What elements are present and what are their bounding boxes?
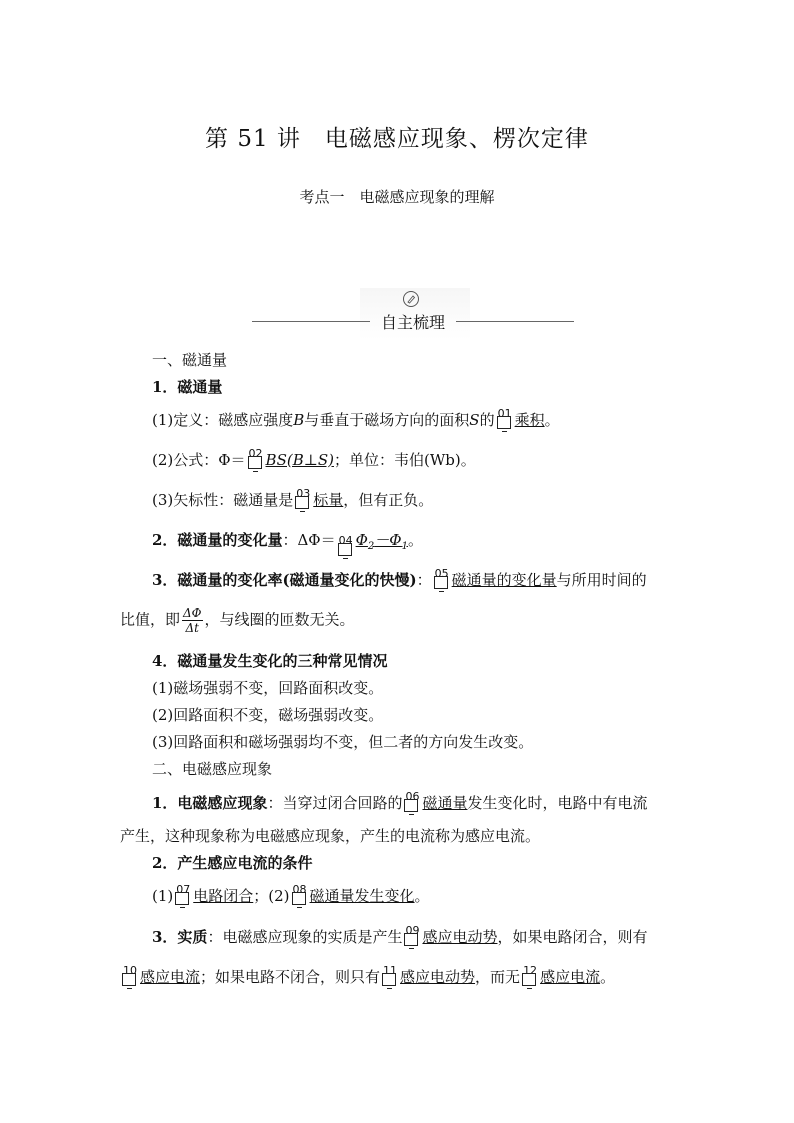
case-2: (2)回路面积不变，磁场强弱改变。 (152, 706, 384, 724)
item-heading: 3．实质 (152, 928, 208, 946)
answer-10: 感应电流 (140, 968, 201, 986)
text: ；单位：韦伯(Wb)。 (333, 451, 476, 469)
blank-number: 08 (292, 883, 307, 896)
blank-number: 10 (123, 964, 137, 977)
blank-number: 07 (176, 883, 191, 896)
answer-09: 感应电动势 (422, 928, 498, 946)
topic-subtitle: 考点一 电磁感应现象的理解 (299, 188, 495, 206)
text: 发生变化时，电路中有电流 (467, 794, 648, 812)
text: 。 (544, 411, 560, 429)
fraction-numerator: ΔΦ (183, 606, 202, 620)
text: ，而无 (475, 968, 521, 986)
definition-line (152, 407, 560, 430)
answer-11: 感应电动势 (400, 968, 476, 986)
vector-line (152, 487, 434, 510)
text: ，但有正负。 (343, 491, 434, 509)
essence-line (152, 924, 648, 947)
blank-number: 12 (523, 964, 538, 977)
cases-heading: 4．磁通量发生变化的三种常见情况 (152, 652, 388, 670)
item-heading-flux: 1．磁通量 (152, 378, 223, 396)
flux-change-line (152, 530, 423, 557)
subscript: 2 (367, 541, 375, 552)
answer-08: 磁通量发生变化 (309, 887, 415, 905)
text: ：电磁感应现象的实质是产生 (207, 928, 403, 946)
blank-number: 11 (383, 964, 398, 977)
phenomenon-line-2: 产生，这种现象称为电磁感应现象，产生的电流称为感应电流。 (120, 827, 541, 845)
text: －Φ (374, 531, 402, 549)
pen-circle-icon (402, 290, 420, 308)
answer-04 (355, 531, 408, 552)
text: ：当穿过闭合回路的 (267, 794, 403, 812)
text: 。 (407, 531, 423, 549)
text: ；如果电路不闭合，则只有 (200, 968, 381, 986)
fraction (182, 606, 203, 635)
blank-number: 05 (434, 567, 449, 580)
blank-marker-04 (337, 534, 355, 557)
section-heading-flux: 一、磁通量 (152, 351, 228, 369)
blank-marker-08 (291, 883, 309, 906)
blank-number: 01 (497, 407, 512, 420)
blank-number: 06 (405, 790, 420, 803)
blank-marker-01 (496, 407, 514, 430)
answer-02: BS(B⊥S) (265, 451, 334, 469)
case-1: (1)磁场强弱不变，回路面积改变。 (152, 679, 384, 697)
var-b: B (293, 411, 305, 429)
fraction-denominator: Δt (185, 621, 200, 635)
blank-number: 02 (248, 447, 263, 460)
text: (2)公式：Φ＝ (152, 451, 246, 469)
text: ；(2) (253, 887, 290, 905)
blank-marker-12 (521, 964, 539, 987)
text: 的 (479, 411, 495, 429)
phenomenon-line (152, 790, 648, 813)
conditions-heading: 2．产生感应电流的条件 (152, 854, 313, 872)
subscript: 1 (401, 541, 408, 552)
item-heading: 3．磁通量的变化率(磁通量变化的快慢) (152, 571, 417, 589)
blank-number: 04 (338, 534, 353, 547)
essence-line-2 (120, 964, 616, 987)
section-banner (252, 288, 574, 340)
blank-number: 09 (405, 924, 420, 937)
banner-rule-right (456, 321, 574, 322)
text: (1) (152, 887, 174, 905)
var-s: S (469, 411, 480, 429)
text: ，如果电路闭合，则有 (497, 928, 648, 946)
answer-05: 磁通量的变化量 (451, 571, 557, 589)
text: Φ (355, 531, 368, 549)
text: 与所用时间的 (556, 571, 647, 589)
item-heading: 2．磁通量的变化量 (152, 531, 283, 549)
conditions-line (152, 883, 430, 906)
flux-rate-line-2 (120, 606, 355, 635)
banner-label: 自主梳理 (380, 313, 445, 332)
text: (3)矢标性：磁通量是 (152, 491, 294, 509)
formula-line (152, 447, 476, 470)
item-heading: 1．电磁感应现象 (152, 794, 268, 812)
blank-marker-11 (381, 964, 399, 987)
blank-marker-10 (121, 964, 139, 987)
lesson-title: 第 51 讲 电磁感应现象、楞次定律 (205, 126, 589, 152)
text: 。 (414, 887, 430, 905)
section-heading-induction: 二、电磁感应现象 (152, 760, 273, 778)
blank-marker-02 (247, 447, 265, 470)
blank-marker-03 (294, 487, 312, 510)
banner-rule-left (252, 321, 370, 322)
text: ，与线圈的匝数无关。 (204, 610, 355, 629)
text: ：ΔΦ＝ (282, 531, 336, 549)
answer-07: 电路闭合 (193, 887, 254, 905)
answer-06: 磁通量 (422, 794, 468, 812)
blank-number: 03 (296, 487, 311, 500)
text: 比值，即 (120, 610, 181, 629)
blank-marker-07 (174, 883, 192, 906)
blank-marker-06 (403, 790, 421, 813)
text: 与垂直于磁场方向的面积 (304, 411, 470, 429)
blank-marker-05 (433, 567, 451, 590)
answer-01: 乘积 (514, 411, 545, 429)
text: 。 (600, 968, 616, 986)
text: ： (416, 571, 432, 589)
answer-03: 标量 (313, 491, 344, 509)
case-3: (3)回路面积和磁场强弱均不变，但二者的方向发生改变。 (152, 733, 534, 751)
blank-marker-09 (403, 924, 421, 947)
flux-rate-line (152, 567, 647, 590)
text: (1)定义：磁感应强度 (152, 411, 294, 429)
answer-12: 感应电流 (540, 968, 601, 986)
